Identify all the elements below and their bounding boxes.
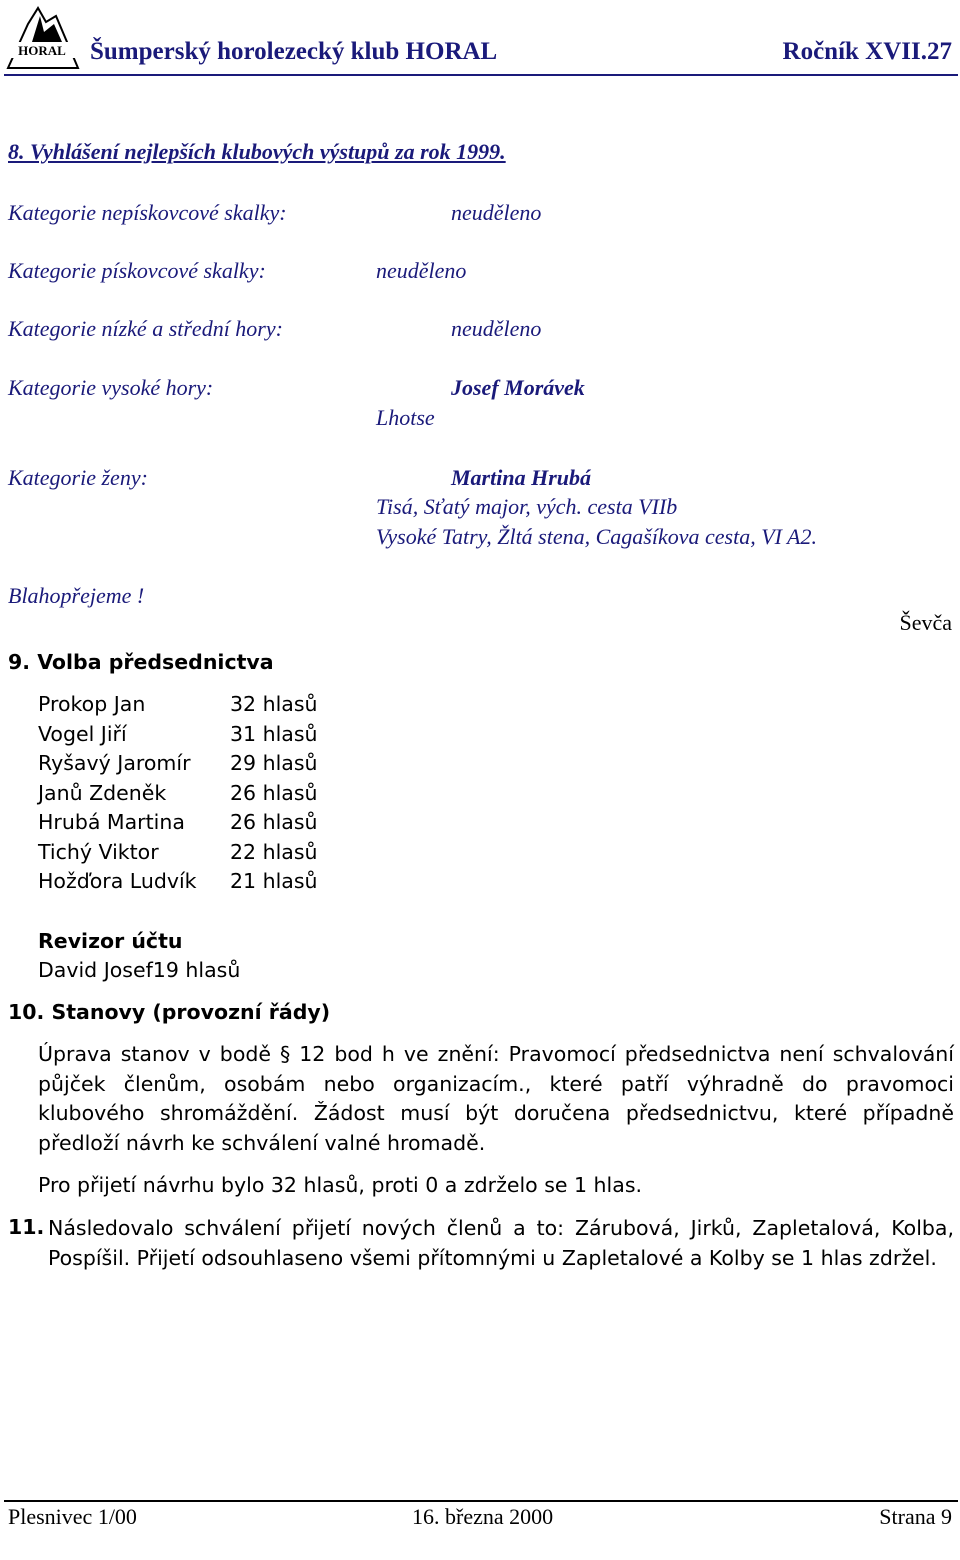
club-logo [4,2,80,70]
section10-heading: 10. Stanovy (provozní řády) [8,1000,331,1024]
issue-number: Ročník XVII.27 [782,38,952,65]
footer-date: 16. března 2000 [412,1504,554,1529]
category-value: neuděleno [376,258,467,283]
candidate-name: Ryšavý Jaromír [38,751,191,775]
footer-rule [4,1500,958,1502]
category-value: neuděleno [451,316,542,341]
climb-detail: Vysoké Tatry, Žltá stena, Cagašíkova cesta, VI A2. [376,524,817,549]
candidate-name: Janů Zdeněk [38,781,167,805]
candidate-name: Hrubá Martina [38,810,185,834]
candidate-name: Hožďora Ludvík [38,869,197,893]
auditor-result: David Josef19 hlasů [38,958,241,982]
climb-detail: Tisá, Sťatý major, vých. cesta VIIb [376,494,678,519]
vote-result: Pro přijetí návrhu bylo 32 hlasů, proti 0 a zdrželo se 1 hlas. [38,1173,643,1197]
svg-text:HORAL: HORAL [18,43,66,58]
candidate-votes: 31 hlasů [230,722,318,746]
club-title: Šumperský horolezecký klub HORAL [90,38,498,65]
footer-publication: Plesnivec 1/00 [8,1504,137,1529]
section9-heading: 9. Volba předsednictva [8,650,274,674]
category-label: Kategorie nepískovcové skalky: [8,200,287,225]
bylaw-paragraph: Úprava stanov v bodě § 12 bod h ve znění: Pravomocí předsednictva není schvalování půjček členům, osobám nebo organizacím., které patří výhradně do pravomoci klubového shromáždění. Žádost musí být doručena předsednictvu, které případně předloží návrh ke schválení valné hromadě. [38,1042,954,1155]
category-winner: Martina Hrubá [451,465,591,490]
footer-page-number: Strana 9 [879,1504,952,1529]
candidate-votes: 26 hlasů [230,781,318,805]
candidate-votes: 26 hlasů [230,810,318,834]
candidate-votes: 21 hlasů [230,869,318,893]
header-rule [4,74,958,76]
candidate-votes: 29 hlasů [230,751,318,775]
auditor-heading: Revizor účtu [38,929,183,953]
category-label: Kategorie vysoké hory: [8,375,214,400]
candidate-votes: 32 hlasů [230,692,318,716]
candidate-name: Vogel Jiří [38,722,127,746]
candidate-name: Prokop Jan [38,692,146,716]
new-members-paragraph: Následovalo schválení přijetí nových členů a to: Zárubová, Jirků, Zapletalová, Kolba, Pospíšil. Přijetí odsouhlaseno všemi přítomnými u Zapletalové a Kolby se 1 hlas zdržel. [48,1216,954,1270]
category-value: neuděleno [451,200,542,225]
category-label: Kategorie ženy: [8,465,148,490]
signature: Ševča [899,610,952,635]
category-label: Kategorie pískovcové skalky: [8,258,266,283]
climb-detail: Lhotse [376,405,435,430]
section8-heading: 8. Vyhlášení nejlepších klubových výstupů za rok 1999. [8,139,506,164]
candidate-name: Tichý Viktor [38,840,159,864]
category-winner: Josef Morávek [451,375,585,400]
category-label: Kategorie nízké a střední hory: [8,316,283,341]
section11-number: 11. [8,1215,45,1239]
candidate-votes: 22 hlasů [230,840,318,864]
congrats-text: Blahopřejeme ! [8,583,145,608]
